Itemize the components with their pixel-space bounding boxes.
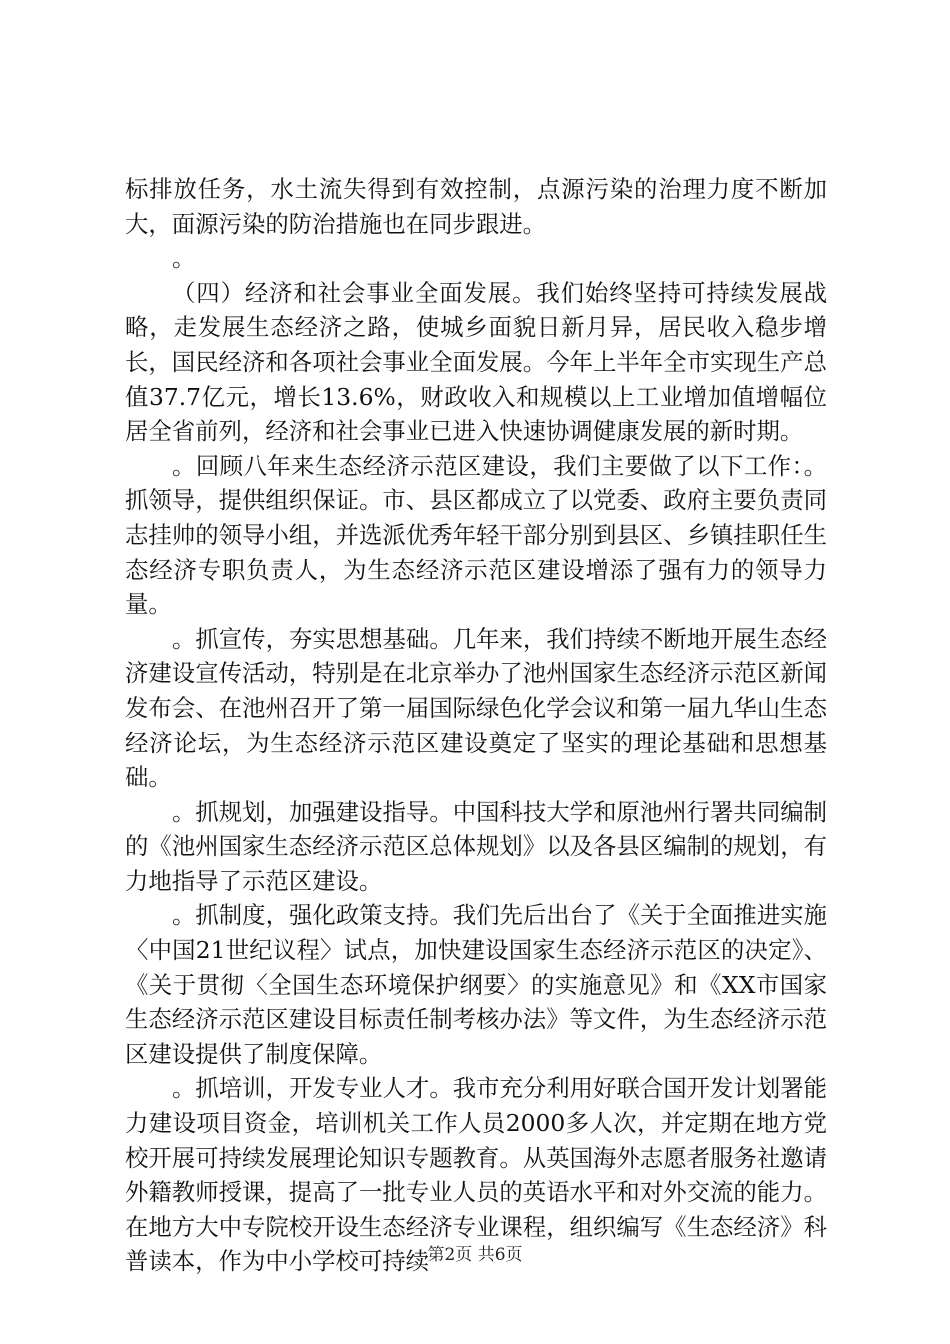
paragraph-4: 。回顾八年来生态经济示范区建设，我们主要做了以下工作：。抓领导，提供组织保证。市、县区都成立了以党委、政府主要负责同志挂帅的领导小组，并选派优秀年轻干部分别到县区、乡镇挂职任生态经济专职负责人，为生态经济示范区建设增添了强有力的领导力量。: [125, 451, 827, 619]
paragraph-5: 。抓宣传，夯实思想基础。几年来，我们持续不断地开展生态经济建设宣传活动，特别是在北京举办了池州国家生态经济示范区新闻发布会、在池州召开了第一届国际绿色化学会议和第一届九华山生态经济论坛，为生态经济示范区建设奠定了坚实的理论基础和思想基础。: [125, 624, 827, 792]
paragraph-2: 。: [172, 244, 196, 273]
paragraph-3: （四）经济和社会事业全面发展。我们始终坚持可持续发展战略，走发展生态经济之路，使城乡面貌日新月异，居民收入稳步增长，国民经济和各项社会事业全面发展。今年上半年全市实现生产总值37.7亿元，增长13.6%，财政收入和规模以上工业增加值增幅位居全省前列，经济和社会事业已进入快速协调健康发展的新时期。: [125, 278, 827, 446]
page-number-footer: 第2页 共6页: [427, 1245, 523, 1265]
paragraph-6: 。抓规划，加强建设指导。中国科技大学和原池州行署共同编制的《池州国家生态经济示范区总体规划》以及各县区编制的规划，有力地指导了示范区建设。: [125, 797, 827, 895]
paragraph-8: 。抓培训，开发专业人才。我市充分利用好联合国开发计划署能力建设项目资金，培训机关工作人员2000多人次，并定期在地方党校开展可持续发展理论知识专题教育。从英国海外志愿者服务社邀请外籍教师授课，提高了一批专业人员的英语水平和对外交流的能力。在地方大中专院校开设生态经济专业课程，组织编写《生态经济》科普读本，作为中小学校可持续: [125, 1074, 827, 1276]
paragraph-1: 标排放任务，水土流失得到有效控制，点源污染的治理力度不断加大，面源污染的防治措施也在同步跟进。: [125, 175, 827, 238]
paragraph-7: 。抓制度，强化政策支持。我们先后出台了《关于全面推进实施〈中国21世纪议程〉试点，加快建设国家生态经济示范区的决定》、《关于贯彻〈全国生态环境保护纲要〉的实施意见》和《XX市国家生态经济示范区建设目标责任制考核办法》等文件，为生态经济示范区建设提供了制度保障。: [125, 901, 827, 1068]
body-text: [125, 172, 827, 1279]
